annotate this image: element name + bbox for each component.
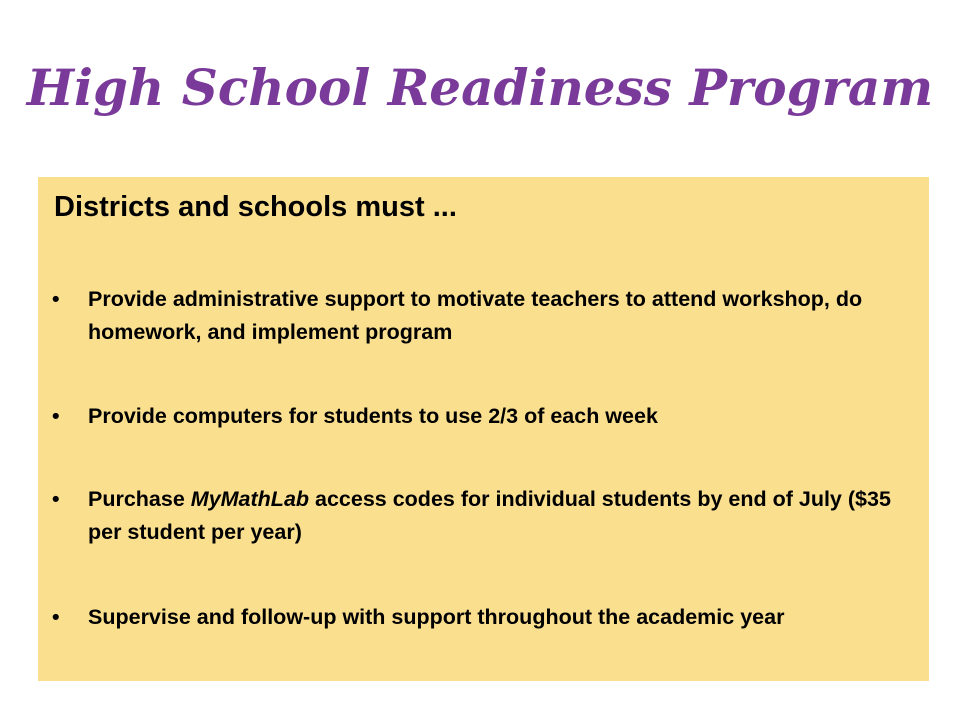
bullet-dot-icon: •: [52, 287, 60, 311]
bullet-text-after: access codes for individual students by end of July ($35 per student per year): [88, 487, 891, 544]
bullet-text-emphasis: MyMathLab: [190, 487, 310, 511]
content-box: [38, 177, 929, 681]
bullet-list: [38, 177, 929, 681]
bullet-text: Provide computers for students to use 2/3 of each week: [88, 404, 658, 428]
bullet-dot-icon: •: [52, 404, 60, 428]
bullet-dot-icon: •: [52, 487, 60, 511]
bullet-dot-icon: •: [52, 605, 60, 629]
content-heading: Districts and schools must ...: [54, 191, 457, 223]
bullet-item: [52, 601, 922, 634]
bullet-item: [52, 400, 922, 433]
slide-title: High School Readiness Program: [26, 58, 934, 117]
bullet-text: Provide administrative support to motivate teachers to attend workshop, do homework, and implement program: [88, 287, 863, 344]
bullet-text: Supervise and follow-up with support throughout the academic year: [88, 605, 785, 629]
bullet-text-before: Purchase: [88, 487, 191, 511]
bullet-text: [88, 483, 922, 549]
bullet-item: [52, 283, 922, 349]
bullet-item: [52, 483, 922, 549]
